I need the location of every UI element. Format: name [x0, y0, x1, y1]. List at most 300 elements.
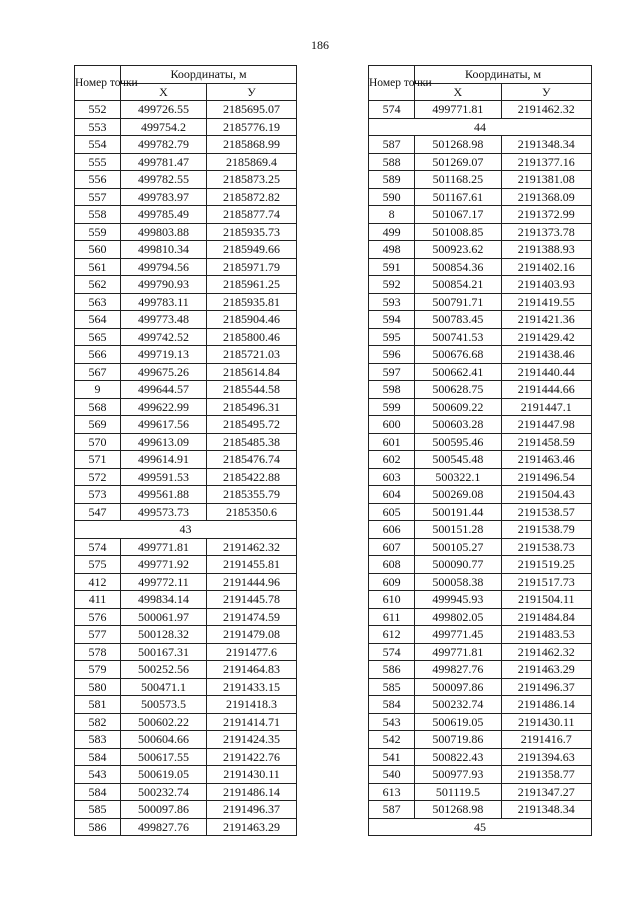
y-coordinate-cell: 2191422.76 [207, 748, 297, 766]
x-coordinate-cell: 500232.74 [415, 696, 501, 714]
point-number-cell: 604 [369, 486, 415, 504]
point-number-cell: 571 [75, 451, 121, 469]
y-coordinate-cell: 2185544.58 [207, 381, 297, 399]
point-number-cell: 578 [75, 643, 121, 661]
y-coordinate-cell: 2191462.32 [501, 101, 591, 119]
x-coordinate-cell: 501008.85 [415, 223, 501, 241]
point-number-cell: 569 [75, 416, 121, 434]
table-row [369, 713, 592, 731]
table-row [369, 731, 592, 749]
y-coordinate-cell: 2191504.11 [501, 591, 591, 609]
point-number-cell: 587 [369, 136, 415, 154]
table-row [369, 398, 592, 416]
table-row [369, 381, 592, 399]
table-row [75, 731, 297, 749]
point-number-cell: 596 [369, 346, 415, 364]
point-number-cell: 562 [75, 276, 121, 294]
y-coordinate-cell: 2191402.16 [501, 258, 591, 276]
point-number-cell: 587 [369, 801, 415, 819]
table-row [369, 801, 592, 819]
point-number-cell: 499 [369, 223, 415, 241]
x-coordinate-cell: 499790.93 [121, 276, 207, 294]
table-row [75, 748, 297, 766]
point-number-cell: 584 [369, 696, 415, 714]
table-row [75, 118, 297, 136]
table-row [75, 468, 297, 486]
point-number-cell: 595 [369, 328, 415, 346]
x-coordinate-cell: 500545.48 [415, 451, 501, 469]
x-coordinate-cell: 499771.45 [415, 626, 501, 644]
table-row [75, 818, 297, 836]
x-coordinate-cell: 501067.17 [415, 206, 501, 224]
x-coordinate-cell: 499834.14 [121, 591, 207, 609]
table-row [75, 696, 297, 714]
y-coordinate-cell: 2191418.3 [207, 696, 297, 714]
x-coordinate-cell: 500322.1 [415, 468, 501, 486]
table-row [369, 276, 592, 294]
y-coordinate-cell: 2191444.96 [207, 573, 297, 591]
y-coordinate-cell: 2191377.16 [501, 153, 591, 171]
x-coordinate-cell: 499773.48 [121, 311, 207, 329]
y-coordinate-cell: 2185495.72 [207, 416, 297, 434]
point-number-cell: 411 [75, 591, 121, 609]
y-coordinate-cell: 2191474.59 [207, 608, 297, 626]
point-number-cell: 593 [369, 293, 415, 311]
table-row [369, 241, 592, 259]
table-row [75, 311, 297, 329]
y-coordinate-cell: 2191347.27 [501, 783, 591, 801]
table-row [75, 433, 297, 451]
x-coordinate-cell: 499803.88 [121, 223, 207, 241]
table-row [75, 381, 297, 399]
table-row [75, 153, 297, 171]
table-row [75, 608, 297, 626]
y-coordinate-cell: 2191463.29 [207, 818, 297, 836]
x-coordinate-cell: 499785.49 [121, 206, 207, 224]
page-number: 186 [311, 38, 329, 52]
point-number-cell: 573 [75, 486, 121, 504]
point-number-cell: 608 [369, 556, 415, 574]
section-separator-row [369, 818, 592, 836]
x-coordinate-cell: 499782.79 [121, 136, 207, 154]
table-row [75, 801, 297, 819]
point-number-cell: 567 [75, 363, 121, 381]
table-row [75, 241, 297, 259]
table-row [75, 503, 297, 521]
coordinates-header: Координаты, м [121, 66, 297, 84]
y-coordinate-cell: 2191464.83 [207, 661, 297, 679]
table-row [369, 783, 592, 801]
table-row [369, 696, 592, 714]
x-coordinate-cell: 501268.98 [415, 801, 501, 819]
table-row [75, 713, 297, 731]
x-coordinate-cell: 499794.56 [121, 258, 207, 276]
x-coordinate-cell: 499573.73 [121, 503, 207, 521]
table-row [369, 521, 592, 539]
y-coordinate-cell: 2191538.79 [501, 521, 591, 539]
table-row [369, 766, 592, 784]
table-row [75, 678, 297, 696]
y-coordinate-cell: 2191368.09 [501, 188, 591, 206]
point-number-cell: 547 [75, 503, 121, 521]
x-coordinate-cell: 499754.2 [121, 118, 207, 136]
point-number-cell: 591 [369, 258, 415, 276]
y-coordinate-cell: 2191463.46 [501, 451, 591, 469]
y-coordinate-cell: 2191373.78 [501, 223, 591, 241]
x-coordinate-cell: 499810.34 [121, 241, 207, 259]
table-row [75, 538, 297, 556]
x-coordinate-cell: 500602.22 [121, 713, 207, 731]
point-number-cell: 498 [369, 241, 415, 259]
point-number-cell: 599 [369, 398, 415, 416]
x-coordinate-cell: 501167.61 [415, 188, 501, 206]
y-coordinate-cell: 2191477.6 [207, 643, 297, 661]
x-coordinate-cell: 501269.07 [415, 153, 501, 171]
point-number-cell: 579 [75, 661, 121, 679]
y-coordinate-cell: 2185355.79 [207, 486, 297, 504]
table-row [75, 416, 297, 434]
y-coordinate-cell: 2191447.98 [501, 416, 591, 434]
point-number-cell: 611 [369, 608, 415, 626]
table-row [369, 433, 592, 451]
table-row [75, 346, 297, 364]
y-coordinate-cell: 2185869.4 [207, 153, 297, 171]
table-row [75, 188, 297, 206]
y-coordinate-cell: 2185476.74 [207, 451, 297, 469]
y-coordinate-cell: 2191458.59 [501, 433, 591, 451]
x-coordinate-cell: 500783.45 [415, 311, 501, 329]
section-number: 45 [369, 818, 592, 836]
table-row [75, 766, 297, 784]
point-number-cell: 581 [75, 696, 121, 714]
x-coordinate-cell: 500167.31 [121, 643, 207, 661]
y-coordinate-cell: 2191504.43 [501, 486, 591, 504]
table-row [75, 171, 297, 189]
y-coordinate-cell: 2185485.38 [207, 433, 297, 451]
x-coordinate-cell: 500603.28 [415, 416, 501, 434]
point-number-cell: 572 [75, 468, 121, 486]
point-number-cell: 605 [369, 503, 415, 521]
x-coordinate-cell: 501168.25 [415, 171, 501, 189]
table-row [369, 503, 592, 521]
point-number-cell: 597 [369, 363, 415, 381]
table-row [369, 136, 592, 154]
point-number-cell: 583 [75, 731, 121, 749]
y-coordinate-cell: 2185949.66 [207, 241, 297, 259]
y-coordinate-cell: 2191414.71 [207, 713, 297, 731]
point-number-cell: 412 [75, 573, 121, 591]
table-row [369, 678, 592, 696]
table-row [75, 486, 297, 504]
x-coordinate-cell: 500822.43 [415, 748, 501, 766]
point-number-cell: 543 [75, 766, 121, 784]
x-coordinate-cell: 499783.97 [121, 188, 207, 206]
y-coordinate-cell: 2185800.46 [207, 328, 297, 346]
table-row [75, 591, 297, 609]
y-coordinate-cell: 2191496.37 [501, 678, 591, 696]
point-number-cell: 561 [75, 258, 121, 276]
point-number-cell: 557 [75, 188, 121, 206]
table-row [369, 346, 592, 364]
x-coordinate-cell: 499742.52 [121, 328, 207, 346]
y-coordinate-cell: 2191462.32 [207, 538, 297, 556]
point-number-cell: 584 [75, 783, 121, 801]
point-number-cell: 554 [75, 136, 121, 154]
point-number-cell: 575 [75, 556, 121, 574]
x-coordinate-cell: 500676.68 [415, 346, 501, 364]
coordinates-table-right [368, 65, 592, 836]
x-coordinate-cell: 500058.38 [415, 573, 501, 591]
x-coordinate-cell: 500619.05 [415, 713, 501, 731]
y-coordinate-cell: 2185961.25 [207, 276, 297, 294]
table-row [369, 416, 592, 434]
x-coordinate-cell: 499675.26 [121, 363, 207, 381]
y-coordinate-cell: 2185350.6 [207, 503, 297, 521]
y-coordinate-cell: 2185877.74 [207, 206, 297, 224]
y-coordinate-cell: 2191455.81 [207, 556, 297, 574]
x-coordinate-cell: 499726.55 [121, 101, 207, 119]
x-coordinate-cell: 500191.44 [415, 503, 501, 521]
point-number-cell: 610 [369, 591, 415, 609]
point-number-cell: 553 [75, 118, 121, 136]
y-coordinate-cell: 2185971.79 [207, 258, 297, 276]
point-number-cell: 556 [75, 171, 121, 189]
point-number-cell: 563 [75, 293, 121, 311]
x-coordinate-cell: 499827.76 [121, 818, 207, 836]
y-coordinate-cell: 2191358.77 [501, 766, 591, 784]
y-coordinate-cell: 2191416.7 [501, 731, 591, 749]
y-coordinate-cell: 2191445.78 [207, 591, 297, 609]
y-coordinate-cell: 2185868.99 [207, 136, 297, 154]
y-coordinate-cell: 2191462.32 [501, 643, 591, 661]
point-number-cell: 574 [369, 101, 415, 119]
y-coordinate-cell: 2191538.73 [501, 538, 591, 556]
x-coordinate-cell: 500252.56 [121, 661, 207, 679]
y-coordinate-cell: 2191430.11 [207, 766, 297, 784]
table-row [369, 591, 592, 609]
x-coordinate-cell: 499771.81 [415, 643, 501, 661]
y-coordinate-cell: 2191463.29 [501, 661, 591, 679]
point-number-cell: 577 [75, 626, 121, 644]
y-coordinate-cell: 2185873.25 [207, 171, 297, 189]
point-number-cell: 607 [369, 538, 415, 556]
x-coordinate-cell: 500573.5 [121, 696, 207, 714]
table-row [369, 626, 592, 644]
point-number-cell: 588 [369, 153, 415, 171]
point-number-cell: 594 [369, 311, 415, 329]
point-number-cell: 574 [369, 643, 415, 661]
x-coordinate-cell: 499614.91 [121, 451, 207, 469]
y-coordinate-cell: 2191433.15 [207, 678, 297, 696]
y-coordinate-cell: 2191394.63 [501, 748, 591, 766]
y-coordinate-cell: 2185614.84 [207, 363, 297, 381]
y-coordinate-cell: 2191424.35 [207, 731, 297, 749]
table-row [75, 363, 297, 381]
y-coordinate-cell: 2191486.14 [207, 783, 297, 801]
x-column-header: X [415, 83, 501, 101]
y-coordinate-cell: 2185496.31 [207, 398, 297, 416]
point-number-cell: 612 [369, 626, 415, 644]
point-number-cell: 586 [369, 661, 415, 679]
y-column-header: У [501, 83, 591, 101]
point-number-cell: 589 [369, 171, 415, 189]
y-coordinate-cell: 2185422.88 [207, 468, 297, 486]
y-coordinate-cell: 2185776.19 [207, 118, 297, 136]
x-coordinate-cell: 500923.62 [415, 241, 501, 259]
table-row [75, 783, 297, 801]
x-coordinate-cell: 500977.93 [415, 766, 501, 784]
y-coordinate-cell: 2191438.46 [501, 346, 591, 364]
y-coordinate-cell: 2191403.93 [501, 276, 591, 294]
point-number-header: Номер точки [75, 66, 121, 101]
point-number-cell: 606 [369, 521, 415, 539]
x-coordinate-cell: 500619.05 [121, 766, 207, 784]
table-row [75, 223, 297, 241]
x-coordinate-cell: 500617.55 [121, 748, 207, 766]
table-row [369, 311, 592, 329]
point-number-cell: 560 [75, 241, 121, 259]
x-coordinate-cell: 500595.46 [415, 433, 501, 451]
y-coordinate-cell: 2191348.34 [501, 801, 591, 819]
y-coordinate-cell: 2191486.14 [501, 696, 591, 714]
table-row [75, 556, 297, 574]
point-number-cell: 559 [75, 223, 121, 241]
x-coordinate-cell: 501268.98 [415, 136, 501, 154]
y-coordinate-cell: 2191517.73 [501, 573, 591, 591]
x-coordinate-cell: 500061.97 [121, 608, 207, 626]
y-coordinate-cell: 2191440.44 [501, 363, 591, 381]
y-coordinate-cell: 2191519.25 [501, 556, 591, 574]
point-number-cell: 585 [369, 678, 415, 696]
y-coordinate-cell: 2191496.37 [207, 801, 297, 819]
point-number-cell: 603 [369, 468, 415, 486]
x-coordinate-cell: 500128.32 [121, 626, 207, 644]
point-number-cell: 568 [75, 398, 121, 416]
table-row [369, 258, 592, 276]
x-coordinate-cell: 499827.76 [415, 661, 501, 679]
x-coordinate-cell: 499644.57 [121, 381, 207, 399]
x-coordinate-cell: 499613.09 [121, 433, 207, 451]
table-row [75, 661, 297, 679]
point-number-cell: 600 [369, 416, 415, 434]
point-number-cell: 564 [75, 311, 121, 329]
table-row [369, 608, 592, 626]
point-number-cell: 613 [369, 783, 415, 801]
coordinates-header: Координаты, м [415, 66, 592, 84]
point-number-cell: 552 [75, 101, 121, 119]
point-number-cell: 590 [369, 188, 415, 206]
y-coordinate-cell: 2191419.55 [501, 293, 591, 311]
point-number-cell: 602 [369, 451, 415, 469]
point-number-cell: 584 [75, 748, 121, 766]
table-row [75, 626, 297, 644]
point-number-cell: 582 [75, 713, 121, 731]
x-coordinate-cell: 500269.08 [415, 486, 501, 504]
point-number-cell: 558 [75, 206, 121, 224]
table-row [369, 451, 592, 469]
table-row [75, 451, 297, 469]
table-row [75, 573, 297, 591]
table-row [75, 276, 297, 294]
x-coordinate-cell: 500471.1 [121, 678, 207, 696]
x-coordinate-cell: 499772.11 [121, 573, 207, 591]
y-coordinate-cell: 2191444.66 [501, 381, 591, 399]
table-row [369, 153, 592, 171]
point-number-cell: 586 [75, 818, 121, 836]
y-coordinate-cell: 2191388.93 [501, 241, 591, 259]
point-number-cell: 570 [75, 433, 121, 451]
x-coordinate-cell: 500719.86 [415, 731, 501, 749]
table-row [369, 223, 592, 241]
table-row [369, 538, 592, 556]
point-number-cell: 566 [75, 346, 121, 364]
y-coordinate-cell: 2191496.54 [501, 468, 591, 486]
y-coordinate-cell: 2191430.11 [501, 713, 591, 731]
x-coordinate-cell: 500097.86 [415, 678, 501, 696]
x-coordinate-cell: 499617.56 [121, 416, 207, 434]
point-number-cell: 9 [75, 381, 121, 399]
table-row [369, 363, 592, 381]
point-number-cell: 565 [75, 328, 121, 346]
point-number-cell: 580 [75, 678, 121, 696]
x-coordinate-cell: 499782.55 [121, 171, 207, 189]
x-coordinate-cell: 499622.99 [121, 398, 207, 416]
point-number-header: Номер точки [369, 66, 415, 101]
y-coordinate-cell: 2185904.46 [207, 311, 297, 329]
table-row [369, 293, 592, 311]
x-coordinate-cell: 500105.27 [415, 538, 501, 556]
x-coordinate-cell: 500628.75 [415, 381, 501, 399]
table-row [75, 398, 297, 416]
x-coordinate-cell: 500854.36 [415, 258, 501, 276]
y-coordinate-cell: 2191372.99 [501, 206, 591, 224]
x-coordinate-cell: 500097.86 [121, 801, 207, 819]
x-coordinate-cell: 499783.11 [121, 293, 207, 311]
y-coordinate-cell: 2191381.08 [501, 171, 591, 189]
coordinates-table-left [74, 65, 297, 836]
point-number-cell: 609 [369, 573, 415, 591]
x-coordinate-cell: 499771.81 [415, 101, 501, 119]
x-coordinate-cell: 500609.22 [415, 398, 501, 416]
y-coordinate-cell: 2191421.36 [501, 311, 591, 329]
x-coordinate-cell: 499802.05 [415, 608, 501, 626]
x-coordinate-cell: 500791.71 [415, 293, 501, 311]
section-separator-row [369, 118, 592, 136]
point-number-cell: 8 [369, 206, 415, 224]
table-row [75, 258, 297, 276]
table-row [369, 661, 592, 679]
x-coordinate-cell: 500090.77 [415, 556, 501, 574]
x-coordinate-cell: 500854.21 [415, 276, 501, 294]
y-coordinate-cell: 2191447.1 [501, 398, 591, 416]
y-coordinate-cell: 2191538.57 [501, 503, 591, 521]
table-row [75, 206, 297, 224]
y-coordinate-cell: 2185721.03 [207, 346, 297, 364]
table-row [369, 206, 592, 224]
x-coordinate-cell: 500151.28 [415, 521, 501, 539]
x-coordinate-cell: 501119.5 [415, 783, 501, 801]
x-coordinate-cell: 499771.92 [121, 556, 207, 574]
y-coordinate-cell: 2185695.07 [207, 101, 297, 119]
table-row [369, 486, 592, 504]
point-number-cell: 540 [369, 766, 415, 784]
section-number: 43 [75, 521, 297, 539]
point-number-cell: 541 [369, 748, 415, 766]
x-coordinate-cell: 500232.74 [121, 783, 207, 801]
table-row [369, 468, 592, 486]
table-row [369, 188, 592, 206]
point-number-cell: 574 [75, 538, 121, 556]
